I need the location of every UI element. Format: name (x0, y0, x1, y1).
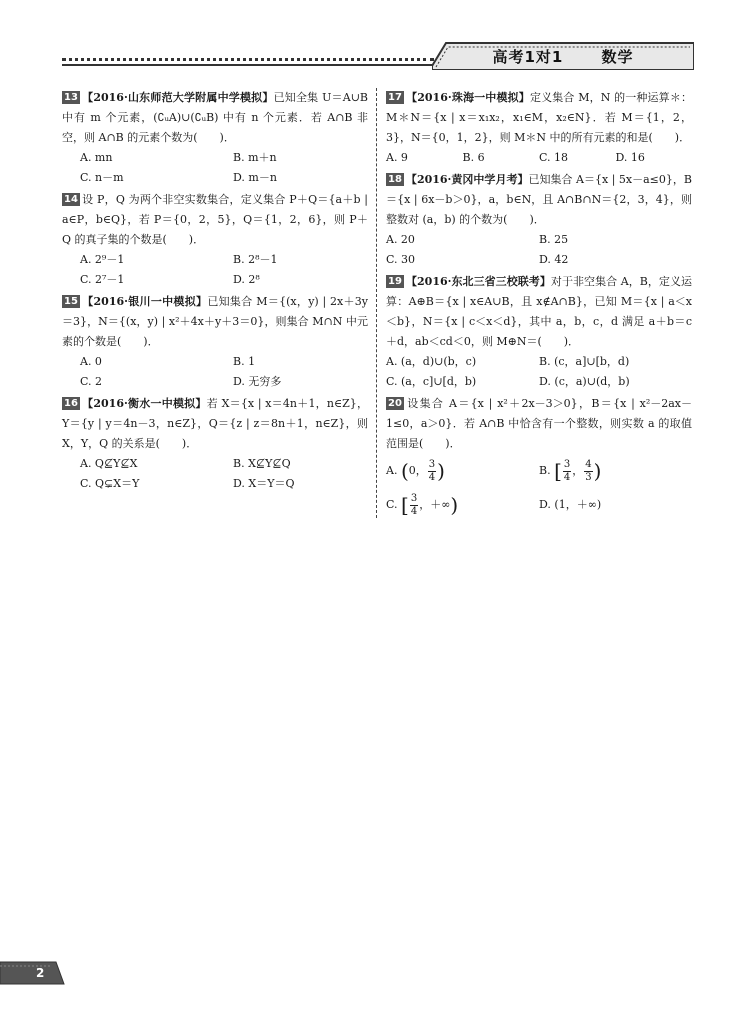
question-source: 【2016·山东师范大学附属中学模拟】 (81, 91, 274, 104)
option-d: D. (c，a)∪(d，b) (539, 375, 630, 388)
option-a: A. (a，d)∪(b，c) (386, 355, 477, 368)
page-number: 2 (36, 966, 45, 980)
option-d: D. 42 (539, 253, 569, 266)
option-b: B. m＋n (233, 151, 277, 164)
question-source: 【2016·衡水一中模拟】 (81, 397, 207, 410)
option-a: A. 2⁹－1 (80, 253, 125, 266)
fraction-denominator: 4 (563, 471, 571, 483)
option-b: B. X⊈Y⊈Q (233, 457, 291, 470)
fraction-numerator: 3 (428, 458, 436, 470)
header-rule (62, 64, 434, 66)
question-number: 17 (388, 92, 402, 103)
option-c: C. [ $\frac{3}{4}$ ，＋∞ ) (386, 488, 539, 522)
option-a: A. Q⊈Y⊈X (80, 457, 138, 470)
fraction (584, 459, 592, 484)
question-20 (386, 394, 692, 522)
fraction-numerator: 3 (410, 492, 418, 504)
option-label: A. (386, 464, 398, 477)
question-17 (386, 88, 692, 168)
fraction-denominator: 3 (585, 471, 592, 483)
question-14 (62, 190, 368, 290)
option-c: C. Q⊊X＝Y (80, 477, 140, 490)
question-source: 【2016·珠海一中模拟】 (405, 91, 530, 104)
question-18 (386, 170, 692, 270)
question-stem: 已知集合 A＝{x | 5x－a≤0}，B＝{x | 6x－b＞0}，a，b∈N，且 A∩B∩N＝{2，3，4}，则整数对 (a，b) 的个数为( )． (386, 173, 692, 226)
question-19 (386, 272, 692, 392)
question-13 (62, 88, 368, 188)
question-15 (62, 292, 368, 392)
question-number: 15 (64, 296, 78, 307)
option-c: C. 2 (80, 375, 103, 388)
page-number-tab (0, 958, 66, 988)
option-label: B. (539, 464, 551, 477)
left-column (62, 88, 368, 496)
fraction (428, 459, 436, 484)
option-b: B. 25 (539, 233, 569, 246)
option-d: D. (1，＋∞) (539, 498, 602, 511)
question-number: 18 (388, 174, 402, 185)
option-a: A. ( 0， $\frac{3}{4}$ ) (386, 454, 539, 488)
fraction (410, 493, 418, 518)
question-stem: 对于非空集合 A，B，定义运算：A⊕B＝{x | x∈A∪B，且 x∉A∩B}，已知 M＝{x | a＜x＜b}，N＝{x | c＜x＜d}，其中 a，b，c，d 满足 a＋b＝c＋d，ab＜cd＜0，则 M⊕N＝( )． (386, 275, 692, 348)
option-c: C. n－m (80, 171, 124, 184)
fraction-numerator: 3 (563, 458, 571, 470)
option-c: C. 18 (539, 151, 569, 164)
question-number: 13 (64, 92, 78, 103)
option-b: B. 2⁸－1 (233, 253, 278, 266)
header-title: 高考1对1 (492, 48, 564, 66)
option-a: A. 20 (386, 233, 415, 246)
option-c: C. 30 (386, 253, 416, 266)
question-number: 14 (64, 194, 78, 205)
header-subject: 数学 (601, 48, 634, 66)
option-d: D. 无穷多 (233, 375, 282, 388)
option-b: B. 1 (233, 355, 256, 368)
question-stem: 定义集合 M，N 的一种运算＊：M＊N＝{x | x＝x₁x₂，x₁∈M，x₂∈N}．若 M＝{1，2，3}，N＝{0，1，2}，则 M＊N 中的所有元素的和是( )． (386, 91, 692, 144)
option-a: A. 0 (80, 355, 102, 368)
fraction-denominator: 4 (410, 505, 418, 517)
question-number: 19 (388, 276, 402, 287)
question-stem: 设集合 A＝{x | x²＋2x－3＞0}，B＝{x | x²－2ax－1≤0，a＞0}．若 A∩B 中恰含有一个整数，则实数 a 的取值范围是( )． (386, 397, 692, 450)
option-b: B. [ $\frac{3}{4}$ ， $\frac{4}{3}$ ) (539, 454, 692, 488)
option-b: B. (c，a]∪[b，d) (539, 355, 630, 368)
option-c: C. (a，c]∪[d，b) (386, 375, 477, 388)
option-d: D. 16 (615, 151, 645, 164)
column-divider (376, 88, 377, 518)
question-number: 20 (388, 398, 402, 409)
header-rule-dotted (62, 58, 434, 61)
header-tab (432, 40, 694, 70)
option-c: C. 2⁷－1 (80, 273, 125, 286)
option-d: D. m－n (233, 171, 277, 184)
question-stem: 若 X＝{x | x＝4n＋1，n∈Z}，Y＝{y | y＝4n－3，n∈Z}，Q＝{z | z＝8n＋1，n∈Z}，则 X，Y，Q 的关系是( )． (62, 397, 368, 450)
option-label: C. (386, 498, 398, 511)
page-tab-shape (0, 958, 66, 988)
option-d: D. X＝Y＝Q (233, 477, 295, 490)
question-stem: 已知全集 U＝A∪B 中有 m 个元素，(∁ᵤA)∪(∁ᵤB) 中有 n 个元素．若 A∩B 非空，则 A∩B 的元素个数为( )． (62, 91, 368, 144)
option-d: D. 2⁸ (233, 273, 260, 286)
right-column (386, 88, 692, 524)
question-source: 【2016·银川一中模拟】 (81, 295, 208, 308)
fraction-denominator: 4 (428, 471, 436, 483)
question-stem: 设 P，Q 为两个非空实数集合，定义集合 P＋Q＝{a＋b | a∈P，b∈Q}，若 P＝{0，2，5}，Q＝{1，2，6}，则 P＋Q 的真子集的个数是( )． (62, 193, 368, 246)
fraction-numerator: 4 (585, 458, 592, 470)
question-stem: 已知集合 M＝{(x，y) | 2x＋3y＝3}，N＝{(x，y) | x²＋4x＋y＋3＝0}，则集合 M∩N 中元素的个数是( )． (62, 295, 369, 348)
question-16 (62, 394, 368, 494)
question-source: 【2016·黄冈中学月考】 (405, 173, 529, 186)
option-a: A. mn (80, 151, 113, 164)
interval-start: 0， (408, 464, 427, 477)
option-a: A. 9 (386, 151, 408, 164)
question-number: 16 (64, 398, 78, 409)
interval-end: ，＋∞ (419, 498, 451, 511)
fraction (563, 459, 571, 484)
option-b: B. 6 (462, 151, 485, 164)
question-source: 【2016·东北三省三校联考】 (405, 275, 551, 288)
